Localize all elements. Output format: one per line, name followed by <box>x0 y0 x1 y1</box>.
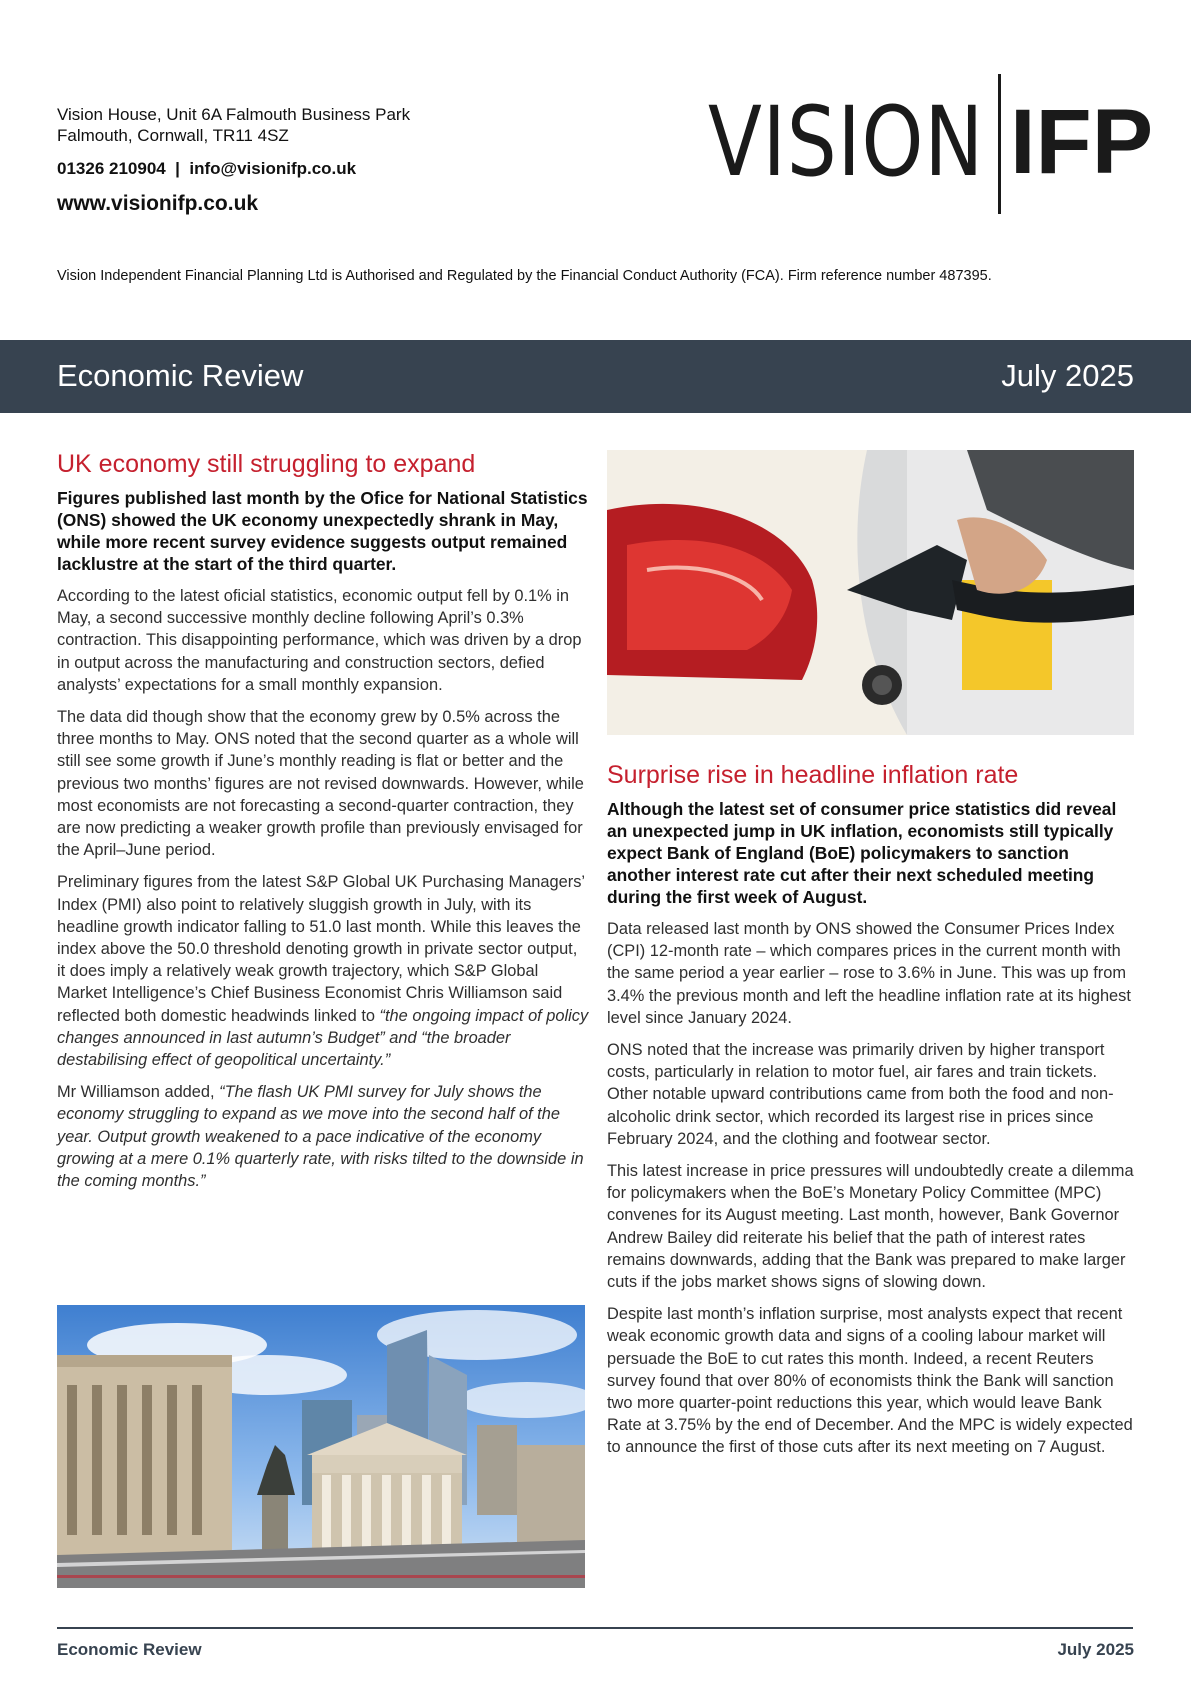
city-of-london-illustration <box>57 1305 585 1588</box>
address-line-1: Vision House, Unit 6A Falmouth Business Park <box>57 105 411 124</box>
footer-title: Economic Review <box>57 1640 202 1659</box>
logo-vision-text: VISION <box>708 86 985 198</box>
banner-title: Economic Review <box>57 358 304 393</box>
article-uk-economy <box>57 449 590 1202</box>
article-2-paragraph-1: Data released last month by ONS showed the Consumer Prices Index (CPI) 12-month rate – which compares prices in the current month with the same period a year earlier – rose to 3.6% in June. This was up from 3.4% the previous month and left the headline inflation rate at its highest level since January 2024. <box>607 920 1131 1027</box>
article-1-paragraph-3-quote: “the ongoing impact of policy changes announced in last autumn’s Budget” and “the broader destabilising effect of geopolitical uncertainty.” <box>57 1006 589 1070</box>
article-2-paragraph-3: This latest increase in price pressures will undoubtedly create a dilemma for policymakers when the BoE’s Monetary Policy Committee (MPC) convenes for its August meeting. Last month, however, Bank Governor Andrew Bailey did reiterate his belief that the path of interest rates remains downwards, adding that the Bank was prepared to make larger cuts if the jobs market shows signs of slowing down. <box>607 1162 1134 1292</box>
title-banner <box>0 340 1191 413</box>
article-2-heading: Surprise rise in headline inflation rate <box>607 761 1019 789</box>
article-inflation <box>607 790 1134 1469</box>
article-1-paragraph-4-intro: Mr Williamson added, <box>57 1083 220 1102</box>
article-2-paragraph-2: ONS noted that the increase was primarily driven by higher transport costs, particularly in relation to motor fuel, air fares and train tickets. Other notable upward contributions came from both the food and non-alcoholic drink sector, which recorded its largest rise in prices since February 2024, and the clothing and footwear sector. <box>607 1041 1114 1148</box>
website-link[interactable]: www.visionifp.co.uk <box>57 192 259 215</box>
address <box>57 104 410 146</box>
vision-ifp-logo <box>708 74 1154 214</box>
article-2-paragraph-4: Despite last month’s inflation surprise, most analysts expect that recent weak economic growth data and signs of a cooling labour market will persuade the BoE to cut rates this month. Indeed, a recent Reuters survey found that over 80% of economists think the Bank will sanction two more quarter-point reductions this year, which would leave Bank Rate at 3.75% by the end of December. And the MPC is widely expected to announce the first of those cuts after its next meeting on 7 August. <box>607 1305 1133 1457</box>
article-1-heading: UK economy still struggling to expand <box>57 450 476 478</box>
article-1-paragraph-4 <box>57 1081 590 1192</box>
address-line-2: Falmouth, Cornwall, TR11 4SZ <box>57 126 289 145</box>
fuel-pump-illustration <box>607 450 1134 735</box>
article-1-paragraph-4-quote: “The flash UK PMI survey for July shows the economy struggling to expand as we move into the second half of the year. Output growth weakened to a pace indicative of the economy growing at a mere 0.1% quarterly rate, with risks tilted to the downside in the coming months.” <box>57 1083 584 1191</box>
article-inflation-heading-wrap <box>607 760 1134 790</box>
fuel-pump-image <box>607 450 1134 735</box>
article-1-paragraph-3-text: Preliminary figures from the latest S&P Global UK Purchasing Managers’ Index (PMI) also point to relatively sluggish growth in July, with its headline growth indicator falling to 51.0 last month. While this leaves the index above the 50.0 threshold denoting growth in private sector output, it does imply a relatively weak growth trajectory, which S&P Global Market Intelligence’s Chief Business Economist Chris Williamson said reflected both domestic headwinds linked to <box>57 873 585 1025</box>
article-1-paragraph-1: According to the latest oficial statistics, economic output fell by 0.1% in May, a second successive monthly decline following April’s 0.3% contraction. This disappointing performance, which was driven by a drop in output across the manufacturing and construction sectors, defied analysts’ expectations for a small monthly expansion. <box>57 587 582 694</box>
fca-notice: Vision Independent Financial Planning Ltd is Authorised and Regulated by the Financial Conduct Authority (FCA). Firm reference number 487395. <box>57 268 992 284</box>
article-2-lead: Although the latest set of consumer price statistics did reveal an unexpected jump in UK inflation, economists still typically expect Bank of England (BoE) policymakers to sanction another interest rate cut after their next scheduled meeting during the first week of August. <box>607 799 1117 907</box>
footer-date: July 2025 <box>1057 1640 1134 1659</box>
contact-details[interactable]: 01326 210904 | info@visionifp.co.uk <box>57 159 357 178</box>
article-1-lead: Figures published last month by the Ofice for National Statistics (ONS) showed the UK economy unexpectedly shrank in May, while more recent survey evidence suggests output remained lacklustre at the start of the third quarter. <box>57 488 588 574</box>
article-1-paragraph-2: The data did though show that the economy grew by 0.5% across the three months to May. ONS noted that the second quarter as a whole will still see some growth if June’s monthly reading is flat or better and the previous two months’ figures are not revised downwards. However, while most economists are not forecasting a second-quarter contraction, they are now predicting a weaker growth profile than previously envisaged for the April–June period. <box>57 708 584 860</box>
logo-ifp-text: IFP <box>1010 91 1154 193</box>
article-1-paragraph-3 <box>57 871 590 1071</box>
footer-divider <box>57 1627 1133 1629</box>
city-of-london-image <box>57 1305 585 1588</box>
banner-date: July 2025 <box>1001 358 1134 393</box>
logo-divider <box>998 74 1001 214</box>
